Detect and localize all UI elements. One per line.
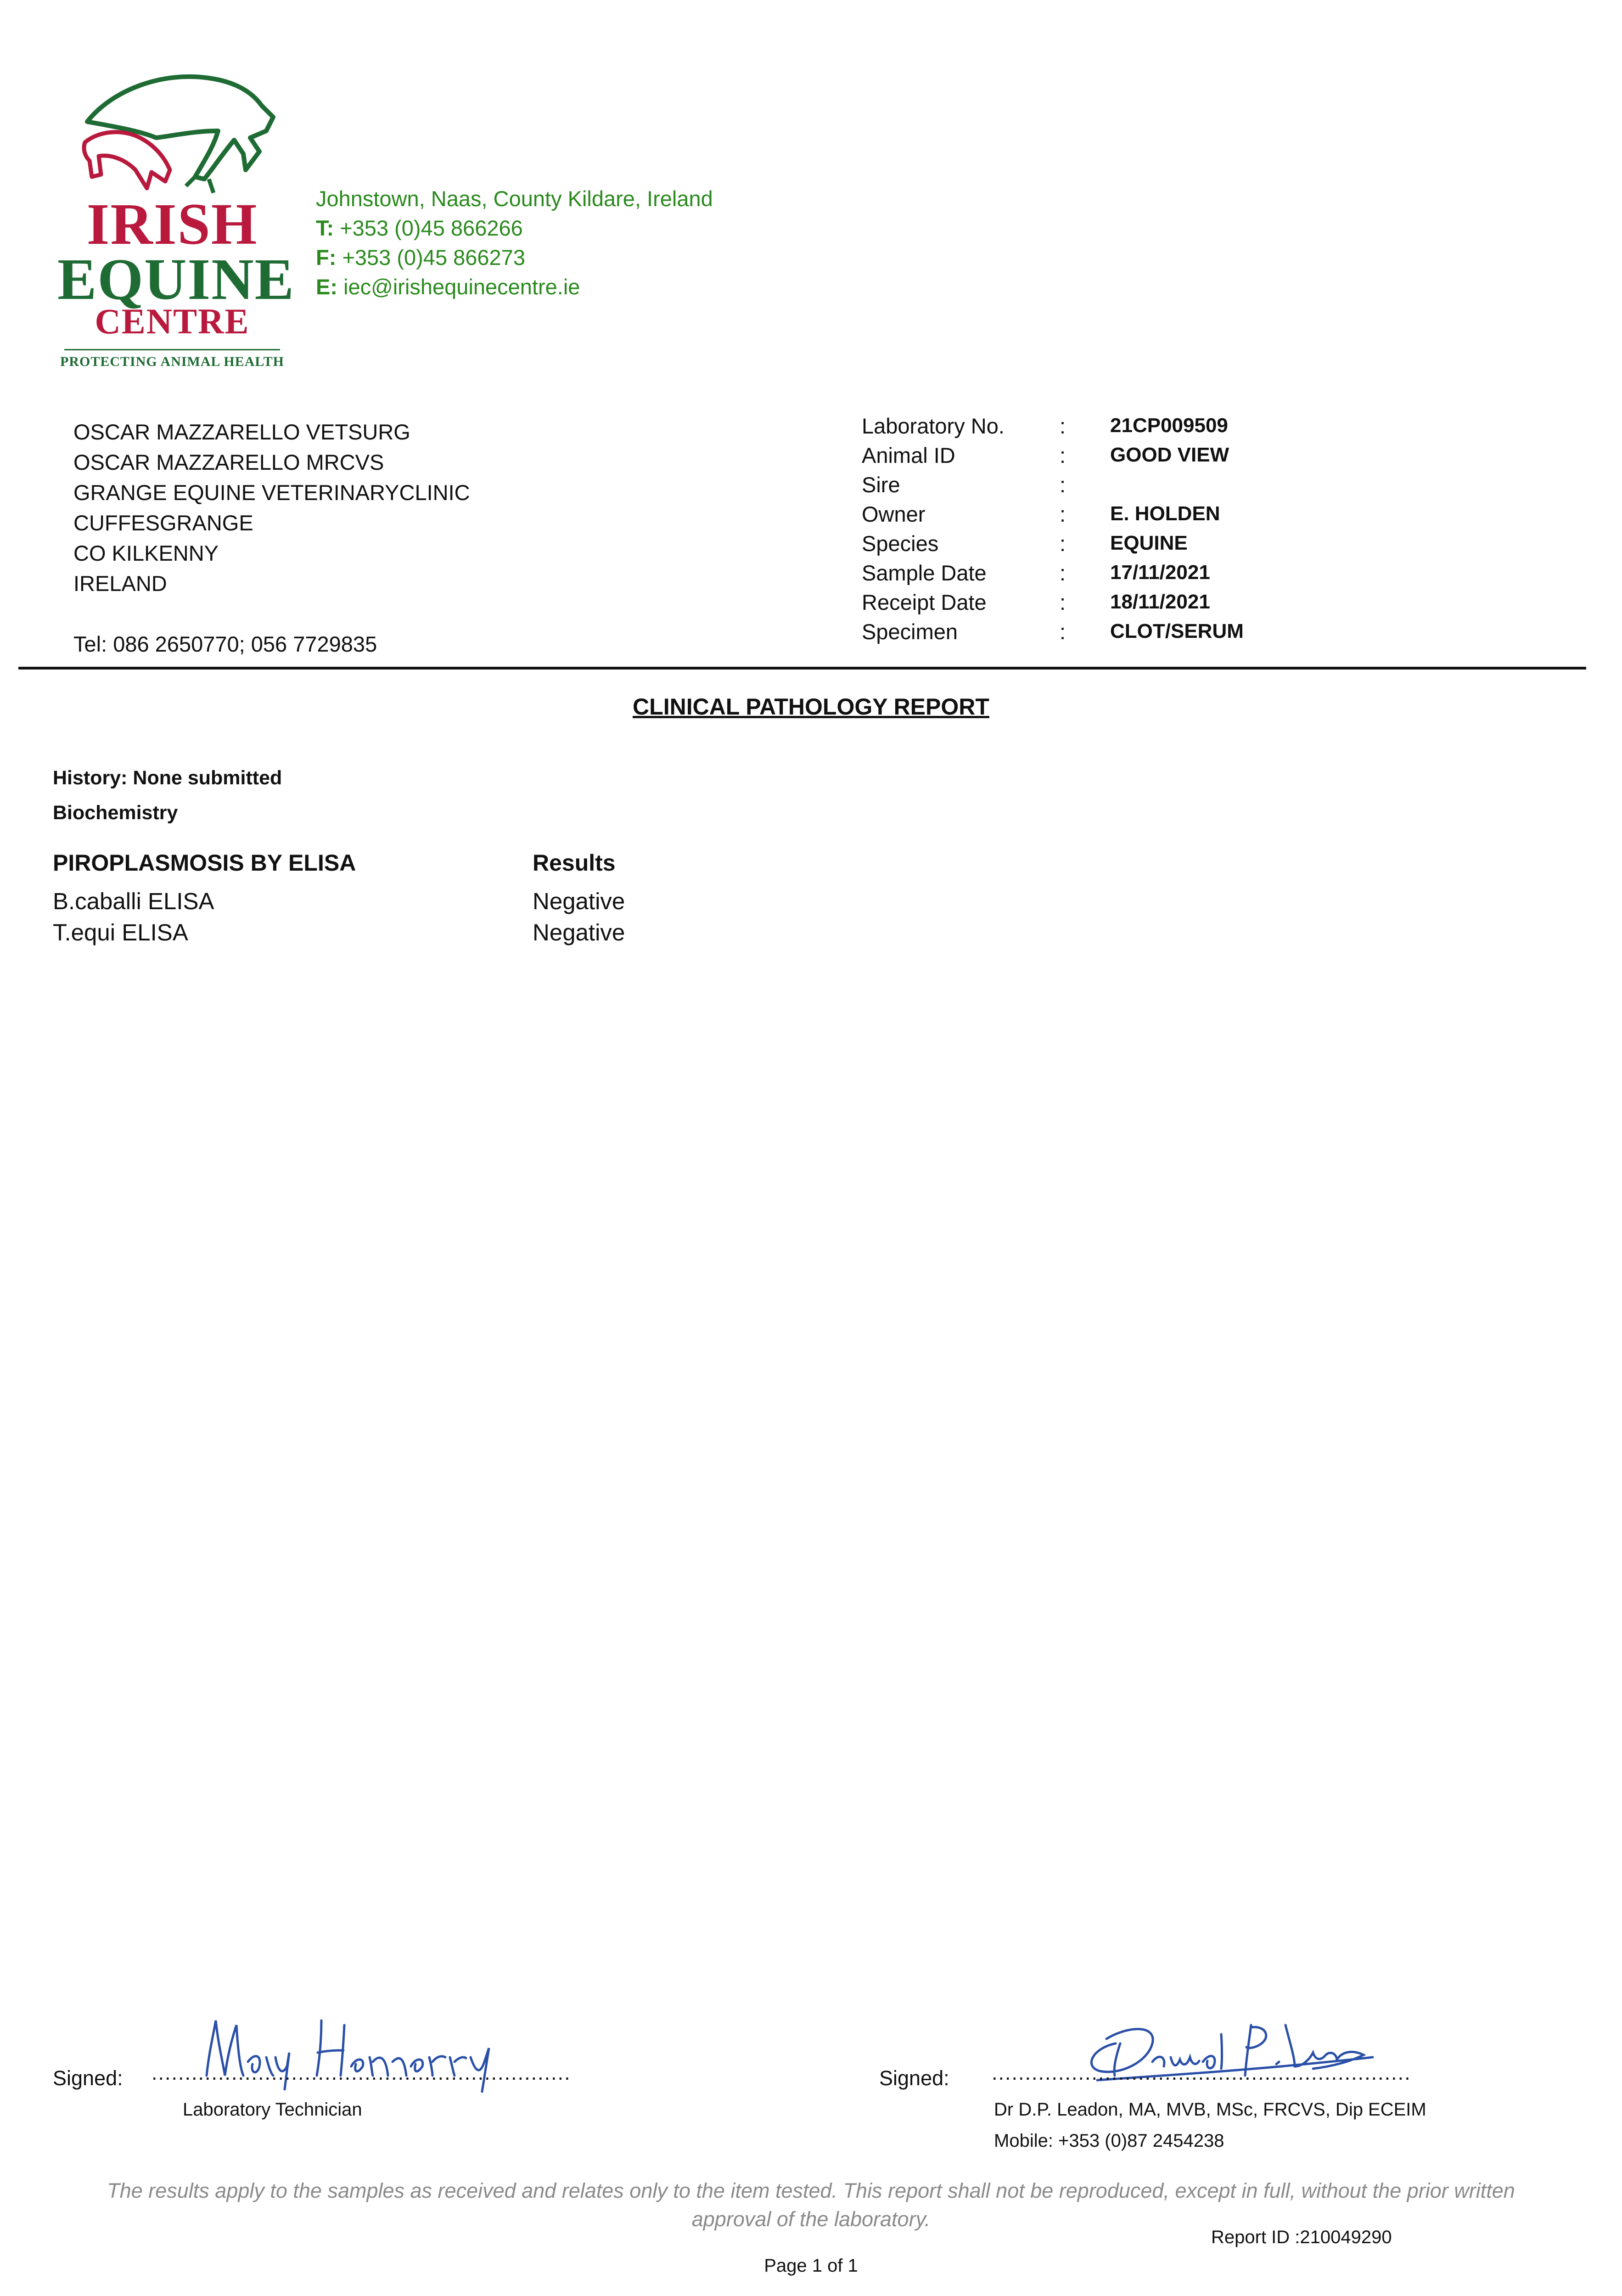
test-name: T.equi ELISA	[53, 919, 188, 945]
technician-role: Laboratory Technician	[183, 2099, 362, 2120]
director-name: Dr D.P. Leadon, MA, MVB, MSc, FRCVS, Dip ECEIM	[994, 2099, 1426, 2120]
recipient-line: OSCAR MAZZARELLO MRCVS	[73, 450, 384, 474]
info-value-animal-id: GOOD VIEW	[1110, 444, 1229, 466]
info-colon: :	[1060, 590, 1066, 614]
signed-label: Signed:	[879, 2066, 949, 2090]
signed-label: Signed:	[53, 2066, 123, 2090]
test-name: B.caballi ELISA	[53, 888, 214, 914]
info-label-specimen: Specimen	[862, 619, 958, 644]
info-value-lab-no: 21CP009509	[1110, 414, 1228, 437]
info-value-sample-date: 17/11/2021	[1110, 561, 1210, 584]
section-label: Biochemistry	[53, 802, 178, 824]
horse-logo-icon	[57, 62, 287, 195]
info-value-owner: E. HOLDEN	[1110, 502, 1220, 525]
logo-text-irish: IRISH	[86, 191, 258, 257]
test-result: Negative	[533, 888, 625, 914]
info-colon: :	[1060, 443, 1066, 467]
report-id: Report ID :210049290	[1211, 2227, 1392, 2247]
test-group-heading: PIROPLASMOSIS BY ELISA	[53, 850, 356, 876]
director-mobile: Mobile: +353 (0)87 2454238	[994, 2131, 1224, 2151]
results-heading: Results	[533, 850, 616, 876]
recipient-line: GRANGE EQUINE VETERINARYCLINIC	[73, 480, 470, 505]
signature-line: ...............................................................	[152, 2061, 571, 2084]
info-colon: :	[1060, 502, 1066, 526]
header-phone-value: +353 (0)45 866266	[340, 216, 523, 240]
info-label-lab-no: Laboratory No.	[862, 414, 1005, 438]
info-label-sample-date: Sample Date	[862, 561, 987, 585]
header-email-value: iec@irishequinecentre.ie	[343, 275, 580, 299]
recipient-line: IRELAND	[73, 571, 167, 596]
header-fax-value: +353 (0)45 866273	[342, 245, 525, 270]
header-phone-label: T:	[316, 216, 334, 240]
history-line: History: None submitted	[53, 767, 282, 789]
info-colon: :	[1060, 473, 1066, 497]
info-label-sire: Sire	[862, 473, 900, 497]
recipient-line: OSCAR MAZZARELLO VETSURG	[73, 420, 410, 444]
header-email-label: E:	[316, 275, 337, 299]
logo-text-centre: CENTRE	[95, 301, 250, 341]
info-colon: :	[1060, 561, 1066, 585]
info-value-specimen: CLOT/SERUM	[1110, 620, 1244, 642]
info-value-receipt-date: 18/11/2021	[1110, 591, 1210, 613]
header-address: Johnstown, Naas, County Kildare, Ireland	[316, 186, 713, 211]
logo-tagline: PROTECTING ANIMAL HEALTH	[60, 354, 284, 369]
logo-rule	[64, 349, 280, 350]
info-label-species: Species	[862, 531, 939, 556]
header-phone	[316, 215, 523, 241]
info-label-owner: Owner	[862, 502, 926, 526]
info-colon: :	[1060, 531, 1066, 556]
signature-line: ...............................................................	[992, 2061, 1411, 2084]
recipient-line: CUFFESGRANGE	[73, 511, 253, 535]
info-colon: :	[1060, 619, 1066, 644]
header-divider	[18, 667, 1586, 670]
disclaimer: The results apply to the samples as received and relates only to the item tested. This report shall not be reproduced, except in full, without the prior written approval of the laboratory.	[107, 2179, 1515, 2231]
info-label-receipt-date: Receipt Date	[862, 590, 987, 614]
header-fax	[316, 245, 525, 270]
info-label-animal-id: Animal ID	[862, 443, 955, 467]
irish-equine-centre-logo	[57, 62, 295, 374]
header-fax-label: F:	[316, 245, 337, 270]
page-number: Page 1 of 1	[764, 2256, 858, 2276]
logo-text-equine: EQUINE	[57, 247, 295, 312]
recipient-line: CO KILKENNY	[73, 541, 219, 565]
report-title: CLINICAL PATHOLOGY REPORT	[633, 694, 989, 720]
info-colon: :	[1060, 414, 1066, 438]
info-value-species: EQUINE	[1110, 532, 1188, 554]
recipient-tel: Tel: 086 2650770; 056 7729835	[73, 632, 377, 656]
header-email	[316, 274, 580, 299]
test-result: Negative	[533, 919, 625, 945]
